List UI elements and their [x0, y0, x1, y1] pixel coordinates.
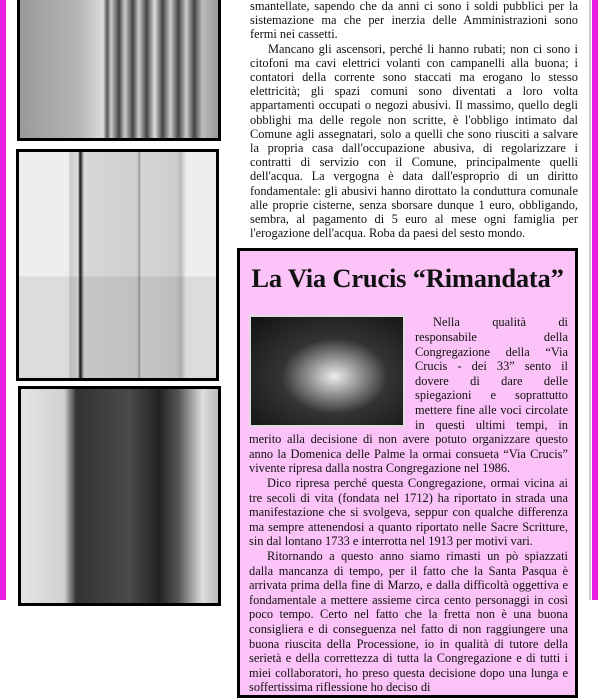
article-text — [237, 0, 578, 240]
photo-dangling-cables — [18, 386, 221, 606]
box-paragraph: Dico ripresa perché questa Congregazione, ormai vicina ai tre secoli di vita (fondata nel 1712) ha riportato in strada una manifestazione che si svolgeva, seppur con qualche differenza ma sempre attenendosi a quanto riportato nelle Sacre Scritture, sin dal lontano 1733 e interrotta nel 1913 per motivi vari. — [249, 475, 568, 549]
box-paragraph: Ritornando a questo anno siamo rimasti un pò spiazzati dalla mancanza di tempo, per il fatto che la Santa Pasqua è arrivata prima della fine di Marzo, e dalla difficoltà oggettiva e fondamentale a mettere assieme circa cento personaggi in così poco tempo. Certo nel fatto che la fretta non è una buona consigliera e di conseguenza nel fatto di non raggiungere una buona riuscita della Processione, io in qualità di tutore della serietà e della correttezza di tutta la Congregazione e di tutti i miei collaboratori, ho preso questa decisione dopo una lunga e soffertissima riflessione ho deciso di — [249, 548, 568, 695]
photo-elevator-door — [16, 149, 219, 381]
page-border-right — [592, 0, 598, 600]
page-border-left — [0, 0, 6, 600]
right-column — [237, 0, 578, 698]
article-paragraph: smantellate, sapendo che da anni ci sono i soldi pubblici per la sistemazione ma che per inerzia delle Amministrazioni sono fermi nei cassetti. — [250, 0, 578, 42]
box-title: La Via Crucis “Rimandata” — [251, 263, 564, 294]
box-paragraph: Nella qualità di responsabile della Congregazione della “Via Crucis - dei 33” sento il dovere di dare delle spiegazioni e soprattutto mettere fine alle voci circolate in questi ultimi tempi, in merito alla decisione di non avere potuto organizzare questo anno la Domenica delle Palme la ormai consueta “Via Crucis” vivente ripresa dalla nostra Congregazione nel 1986. — [249, 315, 568, 476]
page-gutter — [589, 0, 591, 600]
article-paragraph: Mancano gli ascensori, perché li hanno rubati; non ci sono i citofoni ma cavi elettrici volanti con campanelli alla buona; i contatori della corrente sono staccati ma erogano lo stesso elettricità; gli spazi comuni sono diventati a loro volta appartamenti occupati o negozi abusivi. Il massimo, quello degli obblighi ma delle regole non scritte, è l'obbligo intimato dal Comune agli assegnatari, solo a quelli che sono riusciti a salvare la propria casa dall'occupazione abusiva, di regolarizzare i contratti di servizio con il Comune, principalmente quelli dell'acqua. La vergogna è data dall'esproprio di un diritto fondamentale: gli abusivi hanno dirottato la conduttura comunale alle proprie cisterne, senza sborsare dunque 1 euro, obbligando, sembra, al pagamento di 5 euro al mese ogni famiglia per l'erogazione dell'acqua. Roba da paesi del sesto mondo. — [250, 41, 578, 241]
photo-doors-with-meters — [17, 0, 221, 141]
via-crucis-box — [237, 248, 578, 697]
photo-via-crucis — [249, 315, 405, 427]
